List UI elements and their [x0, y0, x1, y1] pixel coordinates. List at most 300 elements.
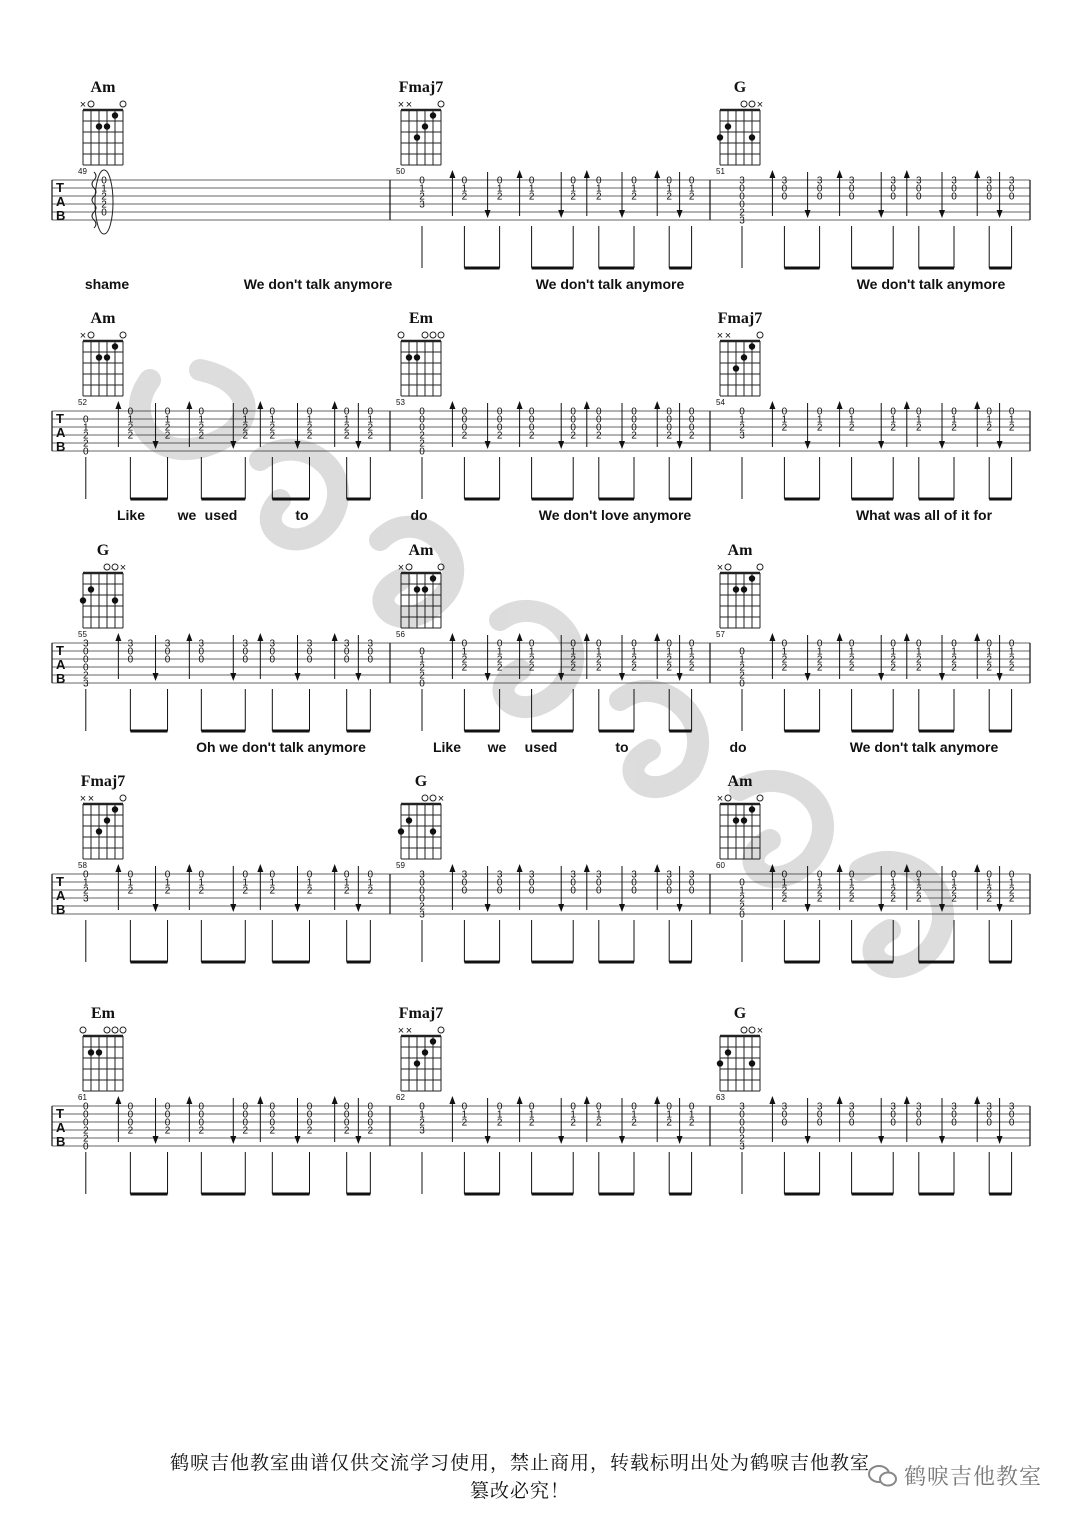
- wechat-account: [868, 1460, 1042, 1491]
- tab-number: 2: [951, 885, 957, 897]
- tab-number: 0: [419, 406, 425, 418]
- tab-number: 2: [419, 191, 425, 203]
- tab-number: 2: [101, 191, 107, 203]
- tab-number: 3: [306, 638, 313, 650]
- wechat-icon: [868, 1464, 898, 1488]
- strum-head: [769, 633, 775, 641]
- finger-dot: [749, 575, 755, 581]
- strum-head: [449, 401, 455, 409]
- tab-number: 0: [1008, 183, 1015, 195]
- tab-number: 0: [306, 1117, 313, 1129]
- lyric-text: We don't talk anymore: [243, 276, 393, 292]
- tab-number: 2: [688, 430, 695, 442]
- tab-number: 2: [816, 885, 823, 897]
- tab-number: 0: [986, 869, 992, 881]
- tab-number: 0: [1008, 191, 1015, 203]
- tab-number: 3: [461, 869, 468, 881]
- chord-diagram: [398, 1005, 444, 1091]
- strum-head: [677, 904, 683, 912]
- tab-number: 0: [306, 1109, 313, 1121]
- strum-head: [558, 1136, 564, 1144]
- strum-head: [997, 904, 1003, 912]
- lyric-text: Like: [432, 739, 462, 755]
- finger-dot: [717, 1060, 723, 1066]
- chord-name: Fmaj7: [398, 1005, 444, 1022]
- tab-number: 0: [419, 1101, 425, 1113]
- tab-number: 3: [631, 869, 637, 881]
- muted-string-marker: ×: [724, 330, 732, 342]
- tab-number: 1: [269, 414, 276, 426]
- tab-number: 2: [242, 885, 249, 897]
- tab-number: 0: [739, 877, 745, 889]
- finger-dot: [430, 575, 436, 581]
- strum-head: [939, 1136, 945, 1144]
- strum-head: [584, 864, 590, 872]
- finger-dot: [88, 586, 94, 592]
- tab-number: 2: [951, 422, 957, 434]
- tab-number: 2: [666, 430, 672, 442]
- chord-name: Em: [91, 1005, 115, 1022]
- tab-number: 2: [916, 893, 922, 905]
- tab-number: 3: [164, 638, 171, 650]
- open-string-marker: [120, 332, 126, 338]
- tab-number: 2: [528, 191, 535, 203]
- tab-number: 2: [367, 430, 374, 442]
- finger-dot: [414, 354, 420, 360]
- strum-head: [558, 441, 564, 449]
- tab-number: 3: [951, 175, 957, 187]
- finger-dot: [112, 112, 118, 118]
- tab-number: 0: [890, 1109, 896, 1121]
- muted-string-marker: ×: [405, 99, 413, 111]
- watermark-stroke: [860, 862, 943, 967]
- strum-head: [153, 904, 159, 912]
- tab-number: 2: [83, 438, 89, 450]
- tab-number: 3: [198, 638, 205, 650]
- finger-dot: [96, 123, 102, 129]
- open-string-marker: [749, 101, 755, 107]
- tab-number: 1: [848, 414, 855, 426]
- tab-number: 1: [528, 183, 535, 195]
- tab-number: 3: [688, 869, 695, 881]
- tab-number: 1: [848, 877, 855, 889]
- tab-number: 0: [496, 1101, 503, 1113]
- strum-head: [485, 1136, 491, 1144]
- finger-dot: [725, 123, 731, 129]
- tab-number: 2: [848, 885, 855, 897]
- tab-number: 0: [198, 406, 205, 418]
- tab-number: 2: [461, 654, 468, 666]
- tab-number: 0: [986, 183, 992, 195]
- tab-number: 2: [269, 885, 276, 897]
- muted-string-marker: ×: [397, 99, 405, 111]
- tab-number: 0: [781, 638, 788, 650]
- tab-system: [52, 1005, 1030, 1194]
- tab-number: 1: [916, 877, 922, 889]
- finger-dot: [741, 817, 747, 823]
- tab-number: 3: [528, 869, 535, 881]
- open-string-marker: [88, 332, 94, 338]
- tab-number: 1: [343, 414, 350, 426]
- lyric-text: to: [615, 739, 629, 755]
- muted-string-marker: ×: [716, 562, 724, 574]
- measure-number: 58: [78, 861, 87, 870]
- measure-number: 61: [78, 1093, 87, 1102]
- tab-number: 0: [688, 638, 695, 650]
- chord-name: Fmaj7: [80, 773, 126, 790]
- tab-number: 0: [631, 175, 637, 187]
- strum-head: [584, 633, 590, 641]
- strum-head: [355, 673, 361, 681]
- tab-number: 2: [816, 662, 823, 674]
- tab-number: 0: [890, 869, 896, 881]
- tab-number: 1: [83, 877, 89, 889]
- open-string-marker: [398, 332, 404, 338]
- tab-number: 0: [816, 406, 823, 418]
- strum-head: [449, 864, 455, 872]
- tab-number: 2: [269, 422, 276, 434]
- muted-string-marker: ×: [437, 793, 445, 805]
- tab-number: 3: [739, 1141, 745, 1153]
- strum-head: [558, 904, 564, 912]
- tab-number: 0: [127, 646, 134, 658]
- tab-number: 2: [496, 430, 503, 442]
- strum-head: [997, 210, 1003, 218]
- tab-number: 2: [461, 662, 468, 674]
- tab-number: 1: [951, 877, 957, 889]
- tab-number: 0: [570, 1101, 576, 1113]
- tab-number: 0: [127, 1101, 134, 1113]
- tab-number: 2: [367, 422, 374, 434]
- tab-number: 0: [688, 422, 695, 434]
- tab-number: 1: [631, 183, 637, 195]
- tab-number: 3: [419, 909, 425, 921]
- tab-number: 1: [419, 654, 425, 666]
- strum-head: [257, 401, 263, 409]
- strum-head: [805, 441, 811, 449]
- tab-number: 3: [496, 869, 503, 881]
- tab-number: 0: [596, 638, 602, 650]
- tab-clef-letter: T: [56, 1106, 64, 1121]
- finger-dot: [112, 343, 118, 349]
- tab-number: 2: [419, 662, 425, 674]
- tab-number: 0: [890, 191, 896, 203]
- open-string-marker: [438, 1027, 444, 1033]
- tab-number: 2: [306, 1125, 313, 1137]
- tab-number: 3: [367, 638, 374, 650]
- tab-number: 1: [781, 877, 788, 889]
- open-string-marker: [725, 795, 731, 801]
- strum-head: [186, 633, 192, 641]
- finger-dot: [733, 365, 739, 371]
- tab-number: 0: [848, 183, 855, 195]
- tab-number: 0: [127, 869, 134, 881]
- tab-number: 2: [916, 654, 922, 666]
- tab-number: 0: [83, 1109, 89, 1121]
- tab-number: 1: [951, 646, 957, 658]
- tab-number: 2: [198, 1125, 205, 1137]
- tab-number: 1: [127, 414, 134, 426]
- tab-number: 0: [739, 406, 745, 418]
- tab-number: 2: [986, 654, 992, 666]
- tab-number: 0: [164, 1117, 171, 1129]
- tab-number: 0: [631, 414, 637, 426]
- strum-head: [997, 441, 1003, 449]
- tab-number: 2: [1008, 885, 1015, 897]
- tab-number: 1: [739, 414, 745, 426]
- tab-number: 1: [890, 414, 896, 426]
- tab-clef-letter: B: [56, 1134, 66, 1149]
- tab-number: 0: [631, 406, 637, 418]
- tab-number: 1: [461, 646, 468, 658]
- tab-number: 2: [164, 422, 171, 434]
- tab-number: 0: [83, 446, 89, 458]
- tab-number: 1: [890, 646, 896, 658]
- tab-number: 0: [986, 1109, 992, 1121]
- finger-dot: [422, 586, 428, 592]
- tab-number: 2: [306, 422, 313, 434]
- tab-number: 0: [688, 406, 695, 418]
- finger-dot: [414, 586, 420, 592]
- tab-number: 2: [496, 662, 503, 674]
- tab-number: 2: [496, 654, 503, 666]
- finger-dot: [398, 828, 404, 834]
- tab-number: 0: [419, 422, 425, 434]
- tab-number: 0: [631, 885, 637, 897]
- tab-number: 2: [496, 1117, 503, 1129]
- muted-string-marker: ×: [756, 1025, 764, 1037]
- strum-head: [939, 441, 945, 449]
- tab-number: 0: [419, 446, 425, 458]
- strum-head: [115, 401, 121, 409]
- measure-number: 51: [716, 167, 725, 176]
- tab-number: 0: [570, 406, 576, 418]
- tab-number: 0: [367, 654, 374, 666]
- strum-head: [355, 441, 361, 449]
- strum-head: [517, 1096, 523, 1104]
- strum-head: [115, 633, 121, 641]
- tab-number: 3: [951, 1101, 957, 1113]
- finger-dot: [749, 806, 755, 812]
- tab-number: 0: [164, 406, 171, 418]
- tab-number: 2: [242, 422, 249, 434]
- tab-number: 3: [83, 678, 89, 690]
- tab-number: 0: [461, 414, 468, 426]
- tab-number: 1: [419, 1109, 425, 1121]
- tab-number: 2: [198, 422, 205, 434]
- tab-clef-letter: T: [56, 874, 64, 889]
- tab-number: 3: [848, 1101, 855, 1113]
- chord-diagram: [398, 773, 444, 859]
- tab-number: 2: [781, 662, 788, 674]
- tab-number: 1: [306, 877, 313, 889]
- tab-number: 2: [916, 422, 922, 434]
- strum-head: [517, 401, 523, 409]
- tab-number: 1: [986, 414, 992, 426]
- tab-number: 1: [570, 646, 576, 658]
- tab-number: 3: [343, 638, 350, 650]
- tab-number: 0: [127, 1117, 134, 1129]
- strum-head: [654, 864, 660, 872]
- tab-number: 1: [816, 646, 823, 658]
- chord-diagram: [80, 310, 126, 396]
- tab-number: 3: [83, 638, 89, 650]
- tab-number: 0: [343, 1109, 350, 1121]
- tab-number: 2: [951, 893, 957, 905]
- finger-dot: [749, 1060, 755, 1066]
- tab-number: 1: [242, 414, 249, 426]
- open-string-marker: [430, 332, 436, 338]
- open-string-marker: [406, 564, 412, 570]
- tab-number: 2: [848, 654, 855, 666]
- tab-number: 2: [816, 422, 823, 434]
- strum-head: [654, 1096, 660, 1104]
- tab-number: 1: [367, 414, 374, 426]
- tab-number: 0: [781, 869, 788, 881]
- tab-number: 2: [1008, 654, 1015, 666]
- tab-number: 0: [986, 1117, 992, 1129]
- tab-number: 0: [461, 1101, 468, 1113]
- tab-number: 2: [198, 430, 205, 442]
- tab-number: 2: [848, 662, 855, 674]
- open-string-marker: [757, 795, 763, 801]
- tab-number: 0: [528, 638, 535, 650]
- tab-number: 1: [916, 646, 922, 658]
- tab-number: 0: [419, 877, 425, 889]
- chord-diagram: [398, 79, 444, 165]
- tab-number: 2: [127, 885, 134, 897]
- muted-string-marker: ×: [716, 793, 724, 805]
- tab-number: 3: [419, 1125, 425, 1137]
- tab-number: 0: [242, 1109, 249, 1121]
- tab-number: 0: [890, 638, 896, 650]
- tab-number: 0: [528, 885, 535, 897]
- tab-number: 0: [83, 654, 89, 666]
- tab-number: 1: [164, 877, 171, 889]
- tab-number: 2: [596, 191, 602, 203]
- strum-head: [805, 904, 811, 912]
- tab-number: 0: [986, 406, 992, 418]
- tab-number: 1: [596, 183, 602, 195]
- tab-number: 0: [496, 414, 503, 426]
- strum-head: [619, 210, 625, 218]
- tab-number: 2: [739, 207, 745, 219]
- tab-number: 1: [986, 646, 992, 658]
- tab-number: 1: [1008, 877, 1015, 889]
- muted-string-marker: ×: [716, 330, 724, 342]
- finger-dot: [406, 354, 412, 360]
- tab-number: 0: [1008, 869, 1015, 881]
- tab-number: 0: [570, 414, 576, 426]
- tab-number: 0: [666, 422, 672, 434]
- chord-diagram: [80, 1005, 126, 1091]
- tab-clef-letter: B: [56, 439, 66, 454]
- tab-number: 0: [951, 869, 957, 881]
- tab-number: 3: [666, 869, 672, 881]
- tab-number: 3: [596, 869, 602, 881]
- tab-number: 2: [461, 191, 468, 203]
- lyric-text: shame: [84, 276, 130, 292]
- tab-clef-letter: T: [56, 180, 64, 195]
- tab-clef-letter: T: [56, 411, 64, 426]
- tab-number: 0: [343, 1101, 350, 1113]
- tab-number: 2: [306, 885, 313, 897]
- tab-number: 0: [269, 654, 276, 666]
- finger-dot: [741, 354, 747, 360]
- tab-number: 0: [666, 414, 672, 426]
- tab-number: 2: [343, 885, 350, 897]
- tab-number: 0: [496, 422, 503, 434]
- tab-number: 2: [688, 662, 695, 674]
- tab-number: 0: [198, 1117, 205, 1129]
- tab-number: 0: [528, 422, 535, 434]
- strum-head: [677, 210, 683, 218]
- tab-number: 0: [83, 1117, 89, 1129]
- tab-number: 0: [951, 638, 957, 650]
- tab-number: 2: [419, 670, 425, 682]
- tab-number: 1: [461, 1109, 468, 1121]
- finger-dot: [104, 354, 110, 360]
- tab-number: 0: [242, 646, 249, 658]
- tab-number: 2: [951, 654, 957, 666]
- strum-head: [186, 864, 192, 872]
- copyright-notice-line2: 篡改必究！: [469, 1480, 570, 1502]
- tab-number: 1: [781, 646, 788, 658]
- tab-clef-letter: B: [56, 671, 66, 686]
- tab-number: 0: [83, 662, 89, 674]
- strum-head: [295, 1136, 301, 1144]
- measure-number: 55: [78, 630, 87, 639]
- strum-head: [186, 401, 192, 409]
- tab-number: 1: [1008, 414, 1015, 426]
- chord-name: Fmaj7: [398, 79, 444, 96]
- tab-number: 0: [781, 406, 788, 418]
- chord-name: Am: [727, 773, 753, 790]
- tab-number: 2: [127, 1125, 134, 1137]
- strum-head: [584, 401, 590, 409]
- finger-dot: [430, 112, 436, 118]
- tab-number: 0: [306, 646, 313, 658]
- tab-number: 2: [570, 654, 576, 666]
- tab-number: 3: [570, 869, 576, 881]
- muted-string-marker: ×: [397, 562, 405, 574]
- tab-number: 1: [688, 1109, 695, 1121]
- finger-dot: [430, 1038, 436, 1044]
- tab-number: 0: [496, 638, 503, 650]
- tab-number: 2: [890, 422, 896, 434]
- tab-number: 0: [419, 175, 425, 187]
- tab-number: 0: [916, 638, 922, 650]
- tab-number: 2: [419, 1117, 425, 1129]
- measure-number: 62: [396, 1093, 405, 1102]
- tab-number: 0: [816, 869, 823, 881]
- tab-number: 1: [890, 877, 896, 889]
- tab-number: 0: [1008, 406, 1015, 418]
- tab-number: 1: [528, 646, 535, 658]
- tab-number: 0: [127, 1109, 134, 1121]
- tab-number: 0: [164, 869, 171, 881]
- strum-head: [332, 401, 338, 409]
- tab-number: 1: [343, 877, 350, 889]
- strum-head: [769, 1096, 775, 1104]
- open-string-marker: [438, 101, 444, 107]
- tab-number: 1: [367, 877, 374, 889]
- open-string-marker: [438, 332, 444, 338]
- tab-number: 1: [461, 183, 468, 195]
- tab-number: 0: [1008, 1117, 1015, 1129]
- measure-number: 60: [716, 861, 725, 870]
- tab-number: 2: [986, 893, 992, 905]
